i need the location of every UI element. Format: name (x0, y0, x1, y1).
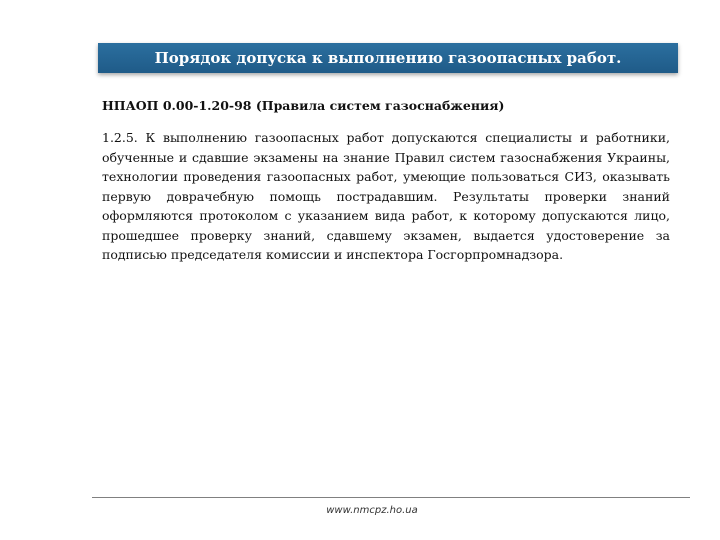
regulation-heading: НПАОП 0.00-1.20-98 (Правила систем газоснабжения) (102, 98, 505, 113)
slide-title-bar (98, 43, 678, 73)
footer-divider (92, 497, 690, 498)
slide-title: Порядок допуска к выполнению газоопасных работ. (154, 48, 622, 67)
regulation-paragraph: 1.2.5. К выполнению газоопасных работ допускаются специалисты и работники, обученные и сдавшие экзамены на знание Правил систем газоснабжения Украины, технологии проведения газоопасных работ, умеющие пользоваться СИЗ, оказывать первую доврачебную помощь пострадавшим. Результаты проверки знаний оформляются протоколом с указанием вида работ, к которому допускаются лицо, прошедшее проверку знаний, сдавшему экзамен, выдается удостоверение за подписью председателя комиссии и инспектора Госгорпромнадзора. (102, 130, 670, 262)
footer-website: www.nmcpz.ho.ua (326, 505, 418, 516)
slide-content (102, 98, 670, 265)
